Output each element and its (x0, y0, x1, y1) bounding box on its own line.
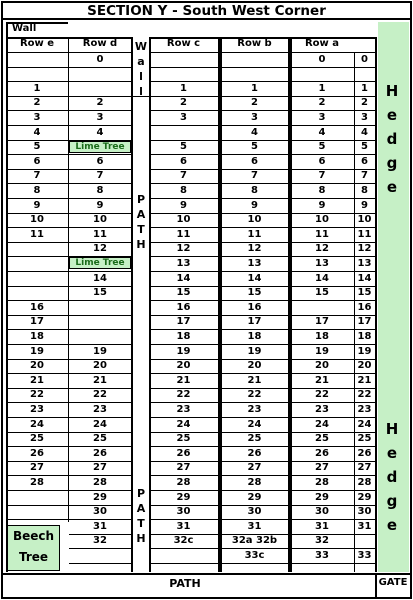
grave-n-cell: 3 (361, 111, 368, 123)
grave-e-cell: 2 (33, 97, 41, 109)
grave-d-cell: 6 (96, 155, 104, 167)
grave-d-cell: 7 (96, 170, 104, 182)
grave-d-cell: 30 (93, 506, 107, 518)
grave-n-cell (355, 67, 374, 81)
grave-c-cell: 27 (176, 462, 191, 474)
grave-c-cell: 29 (176, 491, 191, 503)
grave-a-cell: 18 (315, 330, 329, 342)
grave-a-cell: 9 (318, 199, 326, 211)
grave-e-cell: 3 (33, 111, 41, 123)
grave-c-cell: 13 (176, 257, 191, 269)
grave-d-cell: 11 (93, 228, 107, 240)
grave-n-cell: 17 (357, 316, 372, 328)
grave-n-cell: 11 (357, 228, 372, 240)
grave-a-cell (291, 67, 353, 81)
grave-c-cell: 26 (176, 447, 191, 459)
grave-n-cell: 7 (361, 170, 368, 182)
grave-e-cell: 8 (33, 184, 41, 196)
grave-n-cell: 28 (357, 476, 372, 488)
grave-e-cell: 9 (33, 199, 41, 211)
grave-d-cell (69, 301, 131, 315)
grave-n-cell: 4 (361, 126, 368, 138)
grave-c-cell: 25 (176, 433, 191, 445)
grave-c-cell: 15 (176, 287, 191, 299)
grave-e-cell (6, 53, 68, 67)
wall-divider (6, 22, 8, 37)
grave-c-cell: 28 (176, 476, 191, 488)
grave-d-cell: 23 (93, 403, 107, 415)
grave-c-cell: 19 (176, 345, 191, 357)
grave-b-cell: 10 (247, 214, 262, 226)
header-top-line (150, 37, 218, 39)
grave-c-cell: 5 (180, 141, 187, 153)
grave-a-cell: 24 (315, 418, 329, 430)
grave-a-cell: 13 (315, 257, 329, 269)
grave-c-cell: 1 (180, 82, 187, 94)
grave-n-cell: 0 (361, 53, 368, 65)
grave-b-cell: 9 (251, 199, 258, 211)
grave-d-cell (69, 67, 131, 81)
grave-b-cell: 7 (251, 170, 258, 182)
grave-a-cell: 27 (315, 462, 329, 474)
grave-d-cell: 20 (93, 360, 107, 372)
grave-n-cell: 33 (357, 549, 372, 561)
hedge-letter: d (386, 468, 398, 486)
grave-b-cell: 18 (247, 330, 262, 342)
column-header: Row d (82, 38, 118, 49)
grave-a-cell: 23 (315, 403, 329, 415)
grave-c-cell (150, 53, 217, 67)
wall-label: Wall (12, 23, 37, 34)
grave-b-cell: 13 (247, 257, 262, 269)
grave-b-cell: 6 (251, 155, 258, 167)
grave-e-cell (6, 67, 68, 81)
grave-n-cell: 2 (361, 97, 368, 109)
grave-c-cell: 21 (176, 374, 191, 386)
grave-c-cell: 7 (180, 170, 187, 182)
grave-e-cell (6, 491, 68, 505)
grave-c-cell (150, 549, 217, 563)
grave-d-cell: 15 (93, 287, 107, 299)
grave-a-cell: 2 (318, 97, 326, 109)
grave-e-cell: 17 (30, 316, 44, 328)
path-letter: A (136, 502, 146, 515)
grave-a-cell: 1 (318, 82, 326, 94)
grave-d-cell: 9 (96, 199, 104, 211)
grave-c-cell: 3 (180, 111, 187, 123)
grave-b-cell: 3 (251, 111, 258, 123)
grave-n-cell: 10 (357, 214, 372, 226)
grave-b-cell: 12 (247, 243, 262, 255)
grave-c-cell: 31 (176, 520, 191, 532)
grave-c-cell: 10 (176, 214, 191, 226)
grave-c-cell: 11 (176, 228, 191, 240)
path-letter: A (136, 208, 146, 221)
grave-n-cell: 26 (357, 447, 372, 459)
grave-a-cell: 31 (315, 520, 329, 532)
grave-d-cell: 29 (93, 491, 107, 503)
grave-b-cell: 21 (247, 374, 262, 386)
grave-n-cell: 30 (357, 506, 372, 518)
grave-e-cell: 24 (30, 418, 44, 430)
grave-a-cell: 21 (315, 374, 329, 386)
grave-n-cell: 12 (357, 243, 372, 255)
grave-d-cell: 26 (93, 447, 107, 459)
grave-a-cell: 25 (315, 433, 329, 445)
hedge-letter: g (386, 492, 398, 510)
path-letter: P (136, 193, 146, 206)
grave-e-cell: 28 (30, 476, 44, 488)
grave-n-cell: 15 (357, 287, 372, 299)
header-top-line (6, 37, 68, 39)
hedge-letter: e (386, 106, 398, 124)
grave-a-cell (291, 301, 353, 315)
grave-b-cell (221, 67, 288, 81)
grave-c-cell: 6 (180, 155, 187, 167)
grave-b-cell: 32a 32b (231, 535, 278, 547)
hedge-letter: H (385, 82, 399, 100)
grave-d-cell (69, 82, 131, 96)
grave-n-cell: 22 (357, 389, 372, 401)
grave-e-cell: 16 (30, 301, 44, 313)
grave-n-cell: 16 (357, 301, 372, 313)
grave-b-cell: 33c (244, 549, 265, 561)
grave-b-cell: 23 (247, 403, 262, 415)
grave-a-cell: 28 (315, 476, 329, 488)
beech-tree-label-2: Tree (18, 550, 49, 564)
grave-n-cell: 29 (357, 491, 372, 503)
grave-n-cell: 6 (361, 155, 368, 167)
grave-a-cell: 5 (318, 141, 326, 153)
column-header: Row a (304, 38, 340, 49)
grave-n-cell: 27 (357, 462, 372, 474)
grave-d-cell (69, 330, 131, 344)
column-divider (131, 37, 133, 572)
path-letter: H (136, 238, 146, 251)
grave-b-cell: 22 (247, 389, 262, 401)
grave-n-cell: 9 (361, 199, 368, 211)
grave-d-cell: 22 (93, 389, 107, 401)
column-header: Row b (237, 38, 272, 49)
wall-letter: a (137, 55, 145, 68)
grave-n-cell: 25 (357, 433, 372, 445)
grave-e-cell (6, 242, 68, 256)
grave-c-cell: 18 (176, 330, 191, 342)
grave-n-cell: 21 (357, 374, 372, 386)
grave-b-cell: 27 (247, 462, 262, 474)
grave-a-cell: 10 (315, 214, 329, 226)
grave-n-cell: 1 (361, 82, 368, 94)
row-divider (69, 563, 131, 564)
wall-letter: l (139, 70, 143, 83)
grave-n-cell: 20 (357, 360, 372, 372)
path-letter: P (136, 487, 146, 500)
grave-e-cell: 4 (33, 126, 41, 138)
grave-b-cell: 19 (247, 345, 262, 357)
grave-n-cell: 5 (361, 141, 368, 153)
grave-a-cell: 15 (315, 287, 329, 299)
hedge-letter: d (386, 130, 398, 148)
wall-letter: W (134, 40, 148, 53)
hedge-letter: e (386, 178, 398, 196)
grave-a-cell: 3 (318, 111, 326, 123)
beech-tree (7, 525, 60, 571)
grave-e-cell: 26 (30, 447, 44, 459)
grave-e-cell: 20 (30, 360, 44, 372)
grave-c-cell: 14 (176, 272, 191, 284)
path-letter: T (137, 223, 145, 236)
grave-b-cell: 25 (247, 433, 262, 445)
row-divider (221, 563, 288, 564)
grave-d-cell: 14 (93, 272, 107, 284)
column-divider (375, 37, 377, 572)
lime-tree: Lime Tree (69, 141, 131, 153)
grave-d-cell: 8 (96, 184, 104, 196)
grave-d-cell (69, 549, 131, 563)
grave-c-cell: 17 (176, 316, 191, 328)
grave-b-cell: 14 (247, 272, 262, 284)
grave-e-cell: 19 (30, 345, 44, 357)
grave-c-cell: 8 (180, 184, 187, 196)
grave-b-cell: 30 (247, 506, 262, 518)
grave-b-cell (221, 53, 288, 67)
grave-b-cell: 15 (247, 287, 262, 299)
grave-a-cell: 22 (315, 389, 329, 401)
grave-a-cell: 30 (315, 506, 329, 518)
grave-b-cell: 17 (247, 316, 262, 328)
grave-a-cell: 11 (315, 228, 329, 240)
grave-n-cell: 13 (357, 257, 372, 269)
grave-e-cell: 5 (33, 141, 41, 153)
grave-d-cell: 0 (96, 53, 104, 65)
grave-n-cell: 18 (357, 330, 372, 342)
grave-a-cell: 4 (318, 126, 326, 138)
grave-b-cell: 16 (247, 301, 262, 313)
grave-b-cell: 4 (251, 126, 258, 138)
column-header: Row e (19, 38, 55, 49)
grave-e-cell: 27 (30, 462, 44, 474)
grave-c-cell (150, 67, 217, 81)
grave-e-cell: 6 (33, 155, 41, 167)
grave-a-cell: 8 (318, 184, 326, 196)
grave-a-cell: 12 (315, 243, 329, 255)
grave-n-cell: 8 (361, 184, 368, 196)
grave-e-cell: 11 (30, 228, 44, 240)
grave-e-cell: 21 (30, 374, 44, 386)
grave-a-cell: 20 (315, 360, 329, 372)
grave-e-cell: 23 (30, 403, 44, 415)
wall-letter: l (139, 85, 143, 98)
hedge-letter: e (386, 444, 398, 462)
footer-path-label: PATH (169, 577, 201, 590)
grave-b-cell: 24 (247, 418, 262, 430)
grave-a-cell: 6 (318, 155, 326, 167)
grave-a-cell: 7 (318, 170, 326, 182)
grave-d-cell: 19 (93, 345, 107, 357)
header-top-line (69, 37, 131, 39)
grave-a-cell: 32 (315, 535, 329, 547)
grave-d-cell: 27 (93, 462, 107, 474)
grave-d-cell: 31 (93, 520, 107, 532)
grave-c-cell: 23 (176, 403, 191, 415)
grave-e-cell: 1 (33, 82, 41, 94)
grave-d-cell: 32 (93, 535, 107, 547)
grave-c-cell: 32c (173, 535, 194, 547)
grave-b-cell: 20 (247, 360, 262, 372)
grave-c-cell: 30 (176, 506, 191, 518)
grave-b-cell: 5 (251, 141, 258, 153)
grave-c-cell (150, 126, 217, 140)
grave-d-cell: 12 (93, 243, 107, 255)
grave-b-cell: 28 (247, 476, 262, 488)
grave-a-cell: 33 (315, 549, 329, 561)
hedge-letter: g (386, 154, 398, 172)
beech-tree-label-1: Beech (12, 529, 55, 543)
grave-a-cell: 17 (315, 316, 329, 328)
grave-c-cell: 12 (176, 243, 191, 255)
grave-n-cell: 31 (357, 520, 372, 532)
grave-b-cell: 31 (247, 520, 262, 532)
row-divider (291, 563, 375, 564)
grave-e-cell: 22 (30, 389, 44, 401)
grave-e-cell: 10 (30, 214, 44, 226)
grave-b-cell: 8 (251, 184, 258, 196)
grave-n-cell: 14 (357, 272, 372, 284)
grave-d-cell: 10 (93, 214, 107, 226)
grave-b-cell: 1 (251, 82, 258, 94)
lime-tree: Lime Tree (69, 257, 131, 269)
grave-e-cell: 25 (30, 433, 44, 445)
grave-e-cell: 18 (30, 330, 44, 342)
grave-e-cell (6, 257, 68, 271)
grave-d-cell: 3 (96, 111, 104, 123)
hedge-letter: H (385, 420, 399, 438)
grave-n-cell (355, 534, 374, 548)
grave-c-cell: 2 (180, 97, 187, 109)
hedge-strip (378, 22, 409, 572)
grave-e-cell (6, 505, 68, 519)
grave-d-cell: 28 (93, 476, 107, 488)
grave-d-cell: 25 (93, 433, 107, 445)
hedge-letter: e (386, 516, 398, 534)
grave-n-cell: 24 (357, 418, 372, 430)
grave-c-cell: 22 (176, 389, 191, 401)
grave-b-cell: 26 (247, 447, 262, 459)
column-header: Row c (166, 38, 201, 49)
grave-d-cell: 2 (96, 97, 104, 109)
row-divider (150, 563, 218, 564)
grave-a-cell: 0 (318, 53, 326, 65)
wall-top-line (6, 22, 68, 24)
path-letter: T (137, 517, 145, 530)
grave-e-cell: 7 (33, 170, 41, 182)
grave-c-cell: 24 (176, 418, 191, 430)
grave-b-cell: 11 (247, 228, 262, 240)
grave-e-cell (6, 272, 68, 286)
footer-gate-label: GATE (378, 577, 408, 588)
grave-a-cell: 14 (315, 272, 329, 284)
grave-b-cell: 29 (247, 491, 262, 503)
grave-a-cell: 26 (315, 447, 329, 459)
header-top-line (291, 37, 375, 39)
page-title: SECTION Y - South West Corner (3, 3, 410, 20)
grave-b-cell: 2 (251, 97, 258, 109)
grave-d-cell: 21 (93, 374, 107, 386)
grave-n-cell: 23 (357, 403, 372, 415)
grave-n-cell: 19 (357, 345, 372, 357)
header-top-line (221, 37, 288, 39)
grave-a-cell: 29 (315, 491, 329, 503)
grave-e-cell (6, 286, 68, 300)
grave-c-cell: 9 (180, 199, 187, 211)
grave-d-cell: 4 (96, 126, 104, 138)
grave-c-cell: 16 (176, 301, 191, 313)
grave-c-cell: 20 (176, 360, 191, 372)
path-letter: H (136, 532, 146, 545)
grave-a-cell: 19 (315, 345, 329, 357)
grave-d-cell (69, 315, 131, 329)
footer-line (3, 573, 410, 575)
grave-d-cell: 24 (93, 418, 107, 430)
